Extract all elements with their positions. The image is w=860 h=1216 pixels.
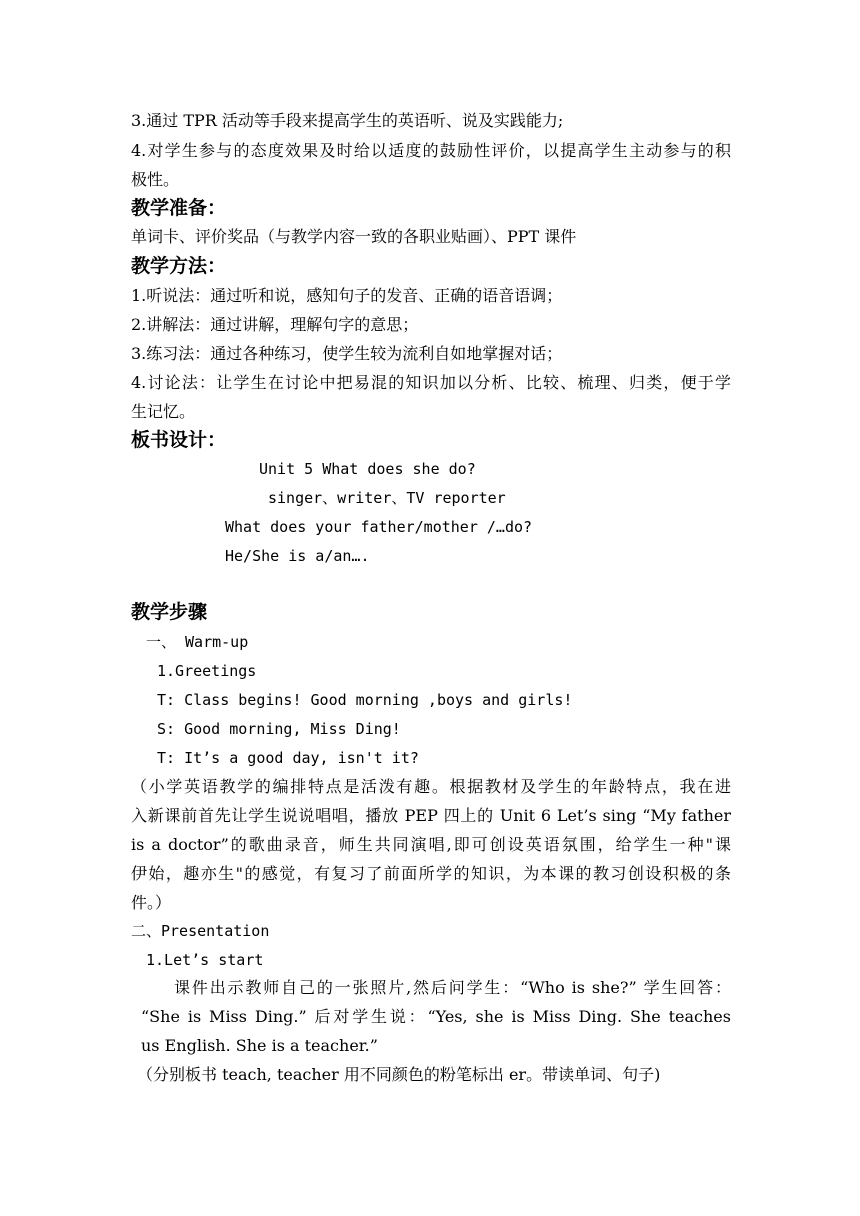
method-item-1: 1.听说法：通过听和说，感知句子的发音、正确的语音语调；	[131, 286, 563, 305]
warmup-note-line-1: （小学英语教学的编排特点是活泼有趣。根据教材及学生的年龄特点，我在进	[131, 777, 731, 796]
presentation-line-4: （分别板书 teach, teacher 用不同颜色的粉笔标出 er。带读单词、句子)	[137, 1065, 661, 1084]
method-item-3: 3.练习法：通过各种练习，使学生较为流利自如地掌握对话；	[131, 344, 563, 363]
board-line-4: He/She is a/an….	[225, 547, 370, 565]
dialog-line-2: S: Good morning, Miss Ding!	[157, 720, 401, 738]
warmup-note-line-4: 伊始，趣亦生"的感觉，有复习了前面所学的知识，为本课的教习创设积极的条	[131, 864, 731, 883]
preparation-heading: 教学准备：	[131, 197, 227, 219]
presentation-title: 二、Presentation	[131, 922, 270, 940]
warmup-note-line-2: 入新课前首先让学生说说唱唱，播放 PEP 四上的 Unit 6 Let’s sing “My father	[131, 806, 731, 825]
method-item-4-line-2: 生记忆。	[131, 402, 196, 421]
dialog-line-1: T: Class begins! Good morning ,boys and girls!	[157, 691, 573, 709]
presentation-lets-start: 1.Let’s start	[146, 951, 264, 969]
board-line-3: What does your father/mother /…do?	[225, 518, 533, 536]
methods-heading: 教学方法：	[131, 255, 227, 277]
board-line-2: singer、writer、TV reporter	[268, 489, 506, 507]
presentation-line-3: us English. She is a teacher.”	[141, 1036, 378, 1055]
board-heading: 板书设计：	[131, 429, 227, 451]
board-line-1: Unit 5 What does she do?	[259, 460, 476, 478]
warmup-note-line-5: 件。）	[131, 893, 172, 912]
presentation-line-2: “She is Miss Ding.” 后对学生说：“Yes, she is Miss Ding. She teaches	[141, 1007, 731, 1026]
steps-heading: 教学步骤	[131, 601, 208, 623]
method-item-4-line-1: 4.讨论法：让学生在讨论中把易混的知识加以分析、比较、梳理、归类，便于学	[131, 373, 731, 392]
method-item-2: 2.讲解法：通过讲解，理解句字的意思；	[131, 315, 419, 334]
objective-item-4-line-1: 4.对学生参与的态度效果及时给以适度的鼓励性评价，以提高学生主动参与的积	[131, 141, 731, 160]
warmup-note-line-3: is a doctor”的歌曲录音，师生共同演唱,即可创设英语氛围，给学生一种"课	[131, 835, 731, 854]
objective-item-4-line-2: 极性。	[131, 170, 180, 189]
presentation-line-1: 课件出示教师自己的一张照片,然后问学生：“Who is she?” 学生回答：	[174, 978, 731, 997]
preparation-text: 单词卡、评价奖品（与教学内容一致的各职业贴画）、PPT 课件	[131, 227, 577, 246]
warmup-title: 一、 Warm-up	[146, 633, 249, 651]
dialog-line-3: T: It’s a good day, isn't it?	[157, 749, 419, 767]
warmup-greetings: 1.Greetings	[157, 662, 257, 680]
objective-item-3: 3.通过 TPR 活动等手段来提高学生的英语听、说及实践能力;	[131, 111, 564, 130]
